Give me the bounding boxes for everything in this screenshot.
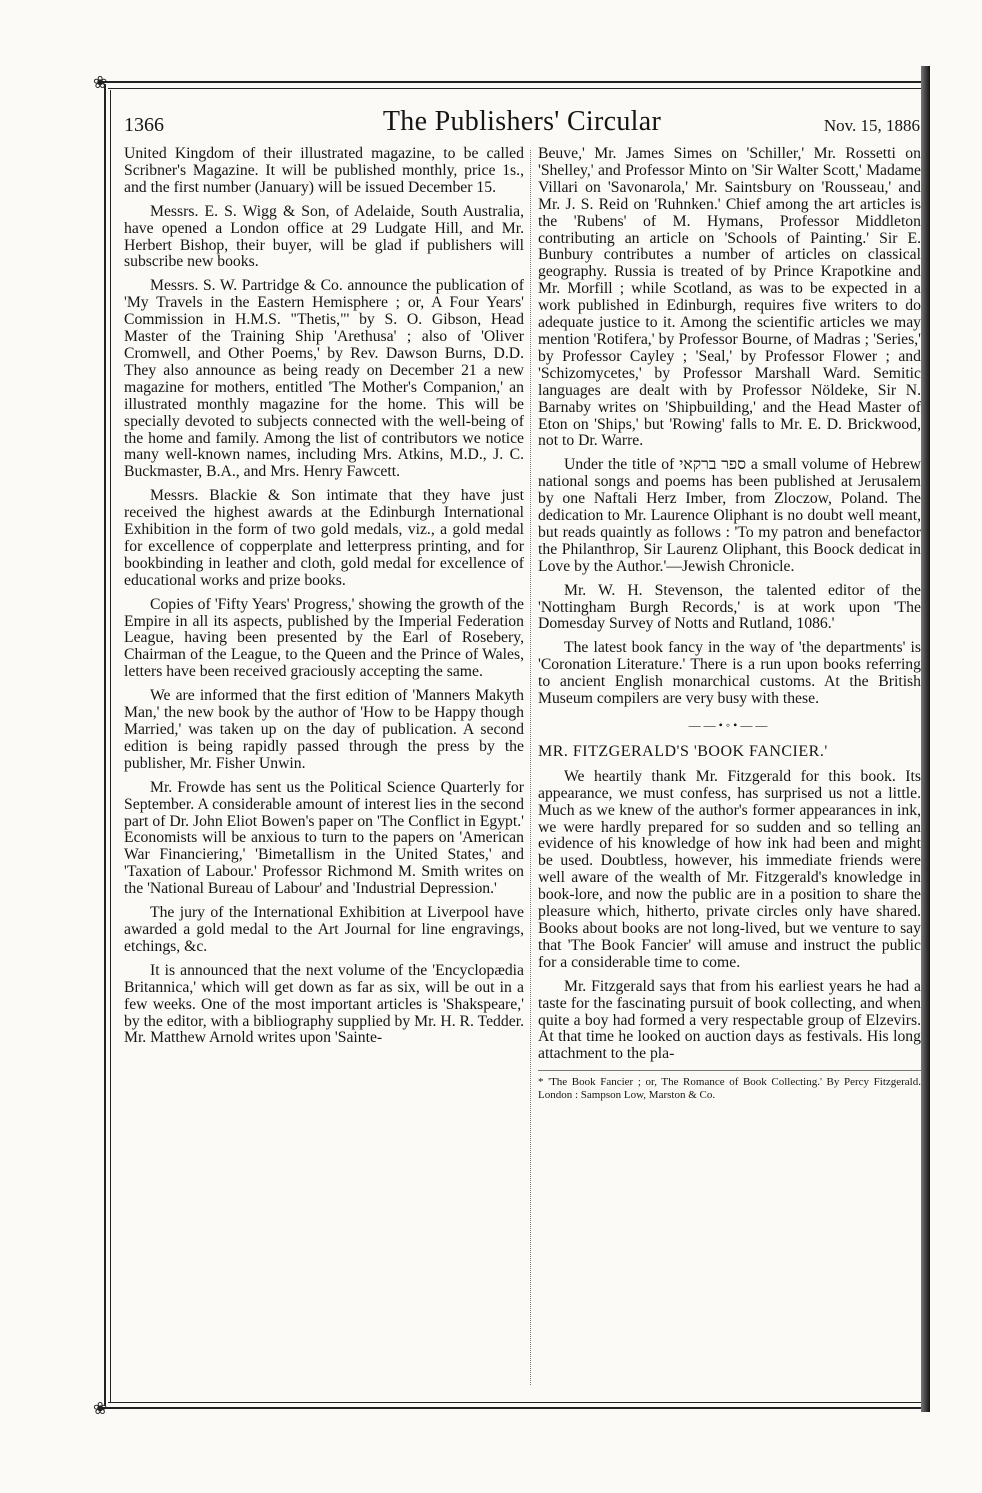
article-paragraph: Messrs. S. W. Partridge & Co. announce the publication of 'My Travels in the Eastern Hemisphere ; or, A Four Years' Commission in H.M.S. "Thetis,"' by S. O. Gibson, Head Master of the Training Ship 'Arethusa' ; also of 'Oliver Cromwell, and Other Poems,' by Rev. Dawson Burns, D.D. They also announce as being ready on December 21 a new magazine for mothers, entitled 'The Mother's Companion,' an illustrated monthly magazine for the home. This will be specially devoted to subjects connected with the well-being of the home and family. Among the list of contributors we notice many well-known names, including Mrs. Atkins, M.D., J. C. Buckmaster, B.A., and Mrs. Henry Fawcett. <box>124 277 524 481</box>
article-paragraph: We are informed that the first edition of 'Manners Makyth Man,' the new book by the author of 'How to be Happy though Married,' was taken up on the day of publication. A second edition is being rapidly passed through the press by the publisher, Mr. Fisher Unwin. <box>124 687 524 772</box>
column-divider <box>530 150 531 1385</box>
footnote: * 'The Book Fancier ; or, The Romance of Book Collecting.' By Percy Fitzgerald. London : Sampson Low, Marston & Co. <box>538 1070 921 1101</box>
article-paragraph: Mr. W. H. Stevenson, the talented editor of the 'Nottingham Burgh Records,' is at work upon 'The Domesday Survey of Notts and Rutland, 1086.' <box>538 581 921 633</box>
top-border-rule-inner <box>108 88 922 89</box>
bottom-border-rule-inner <box>108 1402 922 1403</box>
page-number: 1366 <box>124 114 164 136</box>
page-title: The Publishers' Circular <box>382 106 662 137</box>
page-header <box>124 104 920 140</box>
corner-ornament-icon: ❀ <box>93 73 108 92</box>
top-border-rule <box>100 81 922 83</box>
article-paragraph: Messrs. Blackie & Son intimate that they have just received the highest awards at the Edinburgh International Exhibition in the form of two gold medals, viz., a gold medal for excellence of copperplate and letterpress printing, and for bookbinding in leather and cloth, gold medal for excellence of educational works and prize books. <box>124 487 524 589</box>
article-paragraph: The latest book fancy in the way of 'the departments' is 'Coronation Literature.' There is a run upon books referring to ancient English monarchical customs. At the British Museum compilers are very busy with these. <box>538 639 921 708</box>
left-border-rule-inner <box>110 90 111 1402</box>
article-paragraph: The jury of the International Exhibition at Liverpool have awarded a gold medal to the Art Journal for line engravings, etchings, &c. <box>124 904 524 955</box>
bottom-border-rule <box>100 1407 922 1409</box>
article-paragraph: Copies of 'Fifty Years' Progress,' showing the growth of the Empire in all its aspects, published by the Imperial Federation League, having been presented by the Earl of Rosebery, Chairman of the League, to the Queen and the Prince of Wales, letters have been received graciously accepting the same. <box>124 595 524 681</box>
article-paragraph: Under the title of ספר ברקאי a small volume of Hebrew national songs and poems has been published at Jerusalem by one Naftali Herz Imber, from Zloczow, Poland. The dedication to Mr. Laurence Oliphant is no doubt well meant, but reads quaintly as follows : 'To my patron and benefactor the Philanthrop, Sir Laurenz Oliphant, this Boock dedicat in Love by the Author.'—Jewish Chronicle. <box>538 456 921 575</box>
corner-ornament-icon: ❀ <box>93 1399 108 1418</box>
issue-date: Nov. 15, 1886 <box>823 116 920 135</box>
page-binding-edge <box>921 66 930 1412</box>
article-paragraph: We heartily thank Mr. Fitzgerald for this book. Its appearance, we must confess, has surprised us not a little. Much as we knew of the author's former appearances in ink, we were hardly prepared for so sudden and so telling an evidence of his knowledge of how ink had been and might be used. Doubtless, however, his immediate friends were well aware of the wealth of Mr. Fitzgerald's knowledge in book-lore, and now the public are in a position to share the pleasure which, hitherto, private circles only have shared. Books about books are not long-lived, but we venture to say that 'The Book Fancier' will amuse and instruct the public for a considerable time to come. <box>538 767 921 971</box>
article-paragraph: Mr. Frowde has sent us the Political Science Quarterly for September. A considerable amount of interest lies in the second part of Dr. John Eliot Bowen's paper on 'The Conflict in Egypt.' Economists will be anxious to turn to the papers on 'American War Financiering,' 'Bimetallism in the United States,' and 'Taxation of Labour.' Professor Richmond M. Smith writes on the 'National Bureau of Labour' and 'Industrial Depression.' <box>124 778 524 898</box>
article-paragraph: Mr. Fitzgerald says that from his earliest years he had a taste for the fascinating pursuit of book collecting, and when quite a boy had formed a very respectable group of Elzevirs. At that time he looked on auction days as festivals. His long attachment to the pla- <box>538 977 921 1063</box>
left-border-rule <box>104 84 106 1406</box>
section-divider-ornament: ——•◦•—— <box>688 718 771 732</box>
article-paragraph: It is announced that the next volume of the 'Encyclopædia Britannica,' which will get down as far as six, will be out in a few weeks. One of the most important articles is 'Shakspeare,' by the editor, with a bibliography supplied by Mr. H. R. Tedder. Mr. Matthew Arnold writes upon 'Sainte- <box>124 961 524 1047</box>
right-column <box>538 146 921 1396</box>
article-paragraph: Messrs. E. S. Wigg & Son, of Adelaide, South Australia, have opened a London office at 29 Ludgate Hill, and Mr. Herbert Bishop, their buyer, will be glad if publishers will subscribe new books. <box>124 202 524 271</box>
article-paragraph: United Kingdom of their illustrated magazine, to be called Scribner's Magazine. It will be published monthly, price 1s., and the first number (January) will be issued December 15. <box>124 146 524 196</box>
article-paragraph: Beuve,' Mr. James Simes on 'Schiller,' Mr. Rossetti on 'Shelley,' and Professor Minto on 'Sir Walter Scott,' Madame Villari on 'Savonarola,' Mr. Saintsbury on 'Rousseau,' and Mr. J. S. Reid on 'Ruhnken.' Chief among the art articles is the 'Rubens' of M. Hymans, Professor Middleton contributing an article on 'Schools of Painting.' Sir E. Bunbury contributes a number of articles on classical geography. Russia is treated of by Prince Krapotkine and Mr. Morfill ; while Scotland, as was to be expected in a work published in Edinburgh, requires five writers to do adequate justice to it. Among the scientific articles we may mention 'Rotifera,' by Professor Bourne, of Madras ; 'Series,' by Professor Cayley ; 'Seal,' by Professor Flower ; and 'Schizomycetes,' by Professor Marshall Ward. Semitic languages are dealt with by Professor Nöldeke, Sir N. Barnaby writes on 'Shipbuilding,' and the Head Master of Eton on 'Ships,' but 'Rowing' falls to Mr. E. D. Brickwood, not to Dr. Warre. <box>538 146 921 450</box>
left-column <box>124 146 524 1396</box>
section-heading: MR. FITZGERALD'S 'BOOK FANCIER.' <box>538 742 828 760</box>
